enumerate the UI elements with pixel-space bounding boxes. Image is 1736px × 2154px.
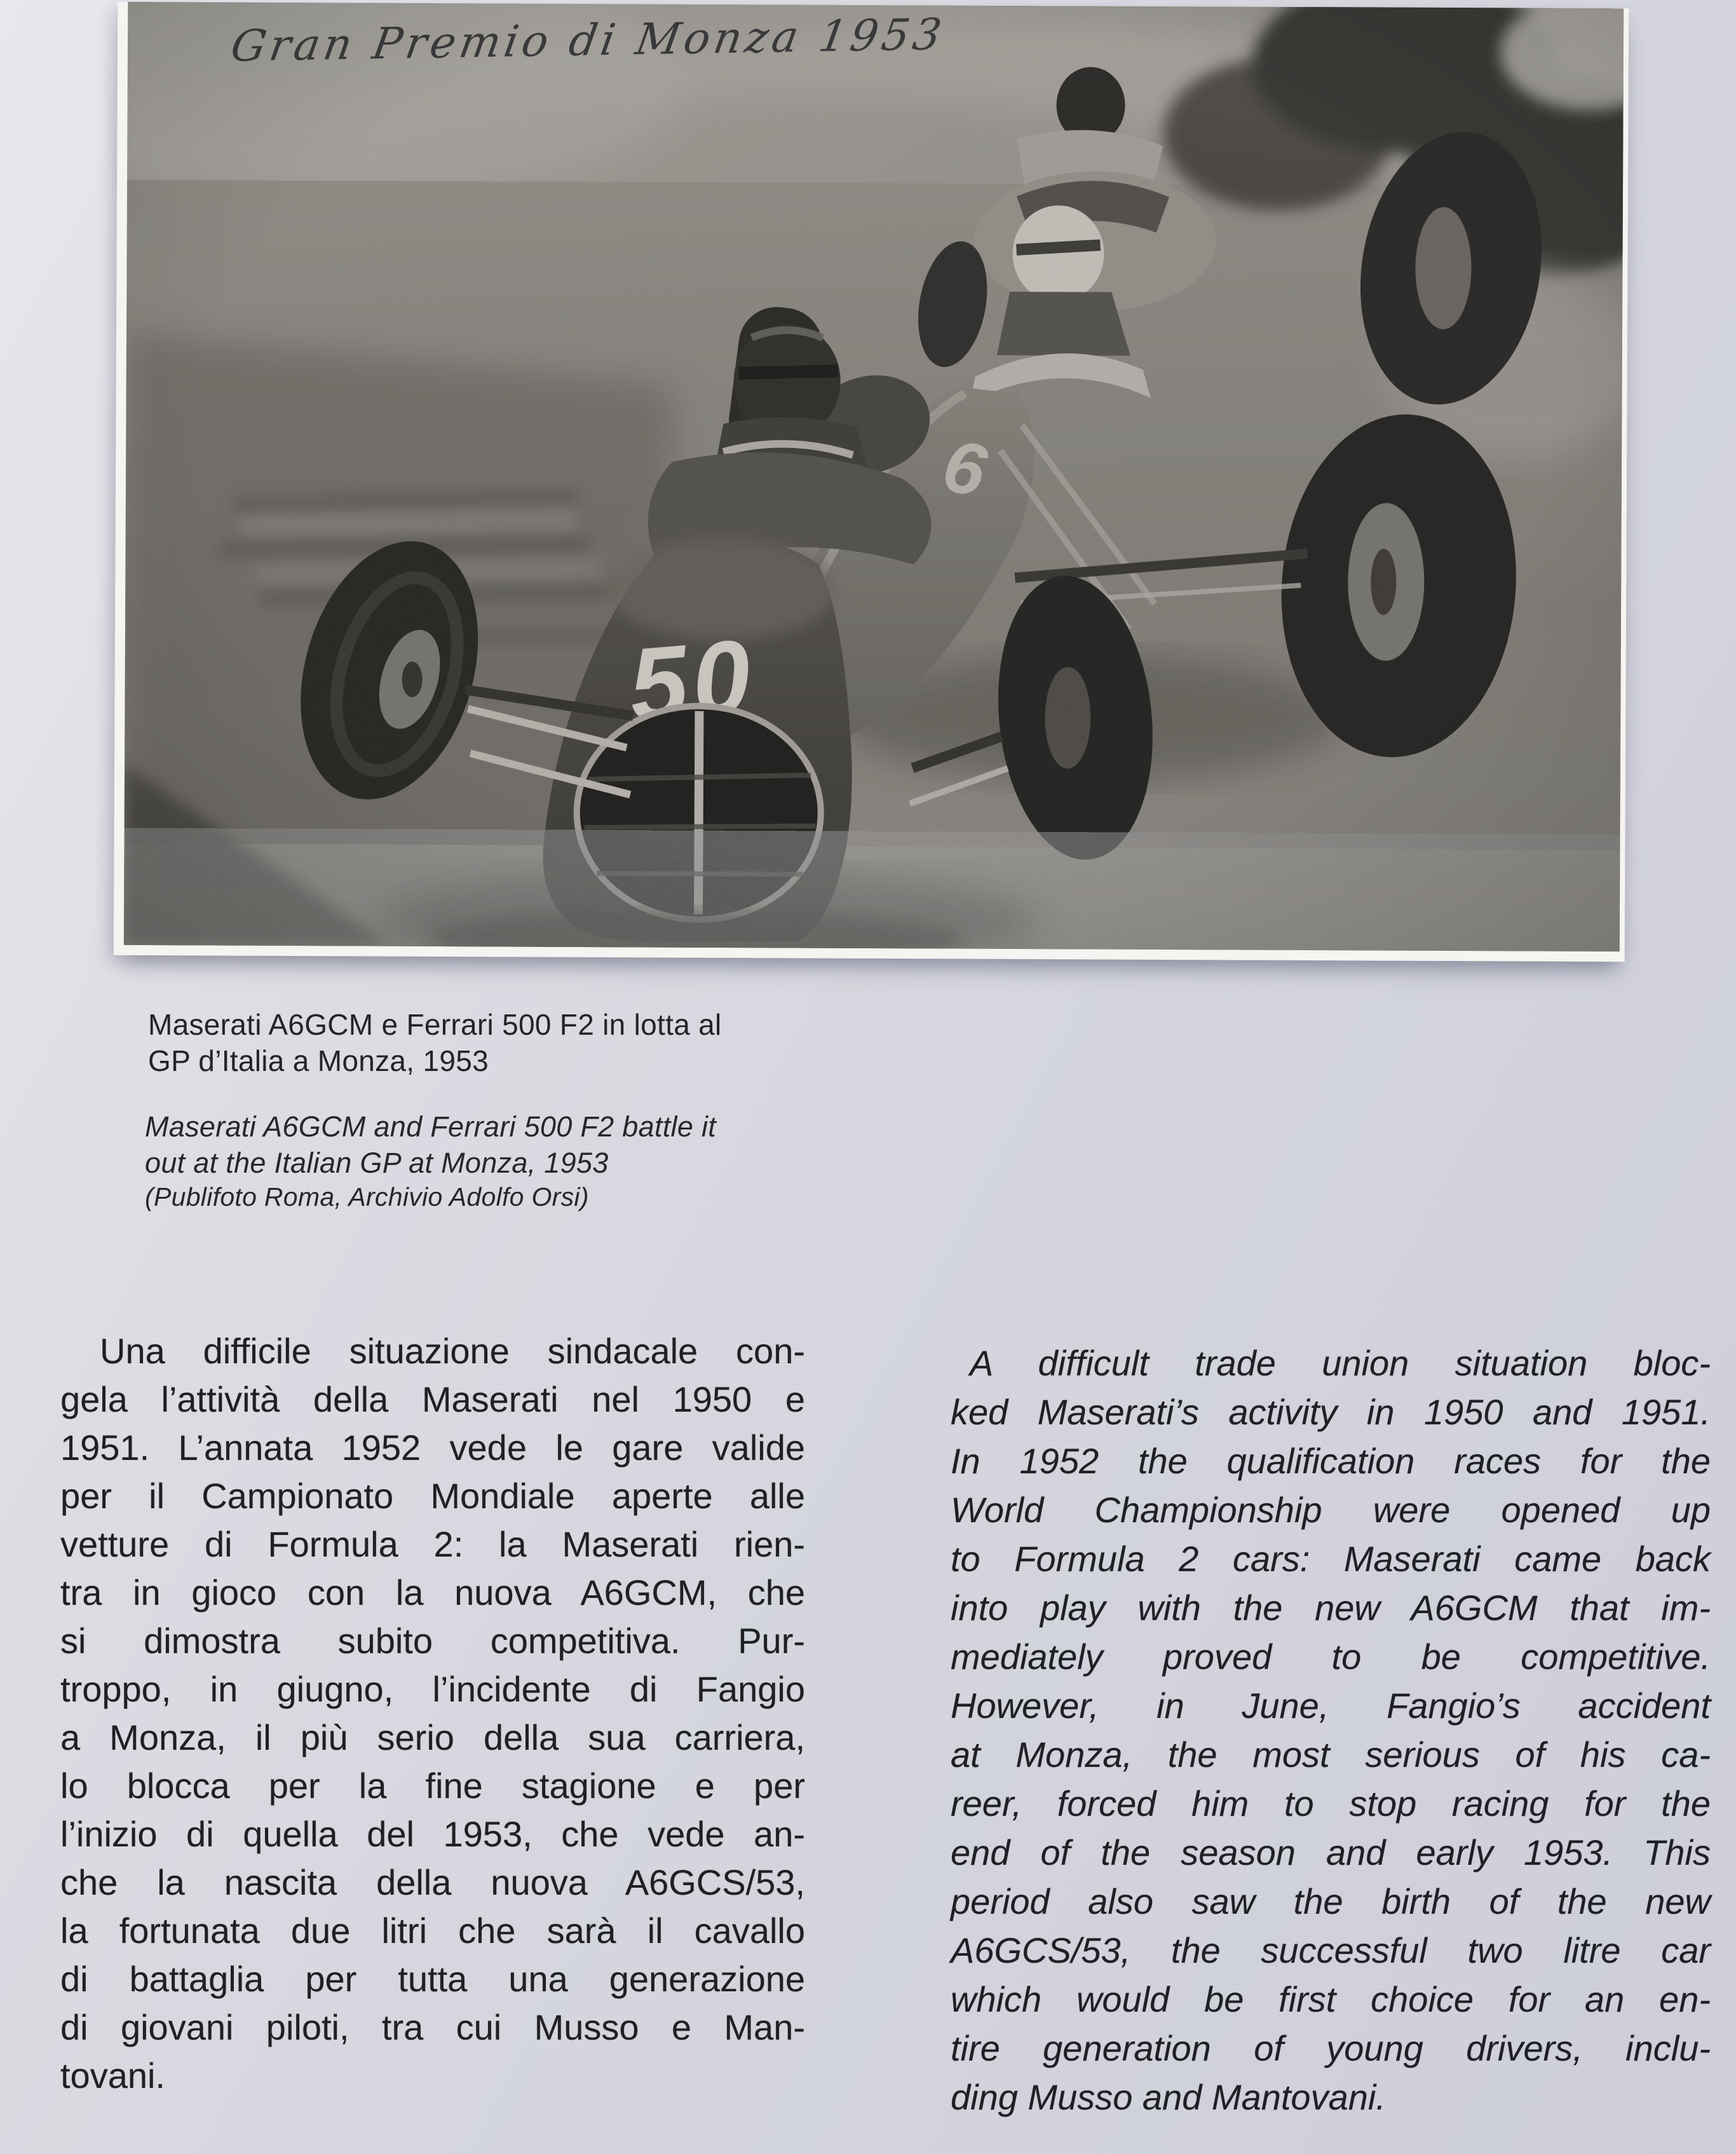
text-line: However, in June, Fangio’s accident xyxy=(951,1686,1711,1726)
text-line: Maserati A6GCM e Ferrari 500 F2 in lotta al xyxy=(148,1008,722,1041)
text-line: A difficult trade union situation bloc- xyxy=(970,1343,1711,1383)
text-line: 1951. L’annata 1952 vede le gare valide xyxy=(60,1428,805,1468)
text-line: che la nascita della nuova A6GCS/53, xyxy=(60,1862,805,1902)
column-english xyxy=(951,1339,1711,2122)
text-line: l’inizio di quella del 1953, che vede an- xyxy=(60,1814,805,1854)
text-line: di battaglia per tutta una generazione xyxy=(60,1959,805,1999)
caption-credit: (Publifoto Roma, Archivio Adolfo Orsi) xyxy=(145,1182,589,1211)
text-line: tra in gioco con la nuova A6GCM, che xyxy=(60,1572,805,1612)
text-line: period also saw the birth of the new xyxy=(951,1881,1711,1921)
text-line: a Monza, il più serio della sua carriera, xyxy=(60,1717,805,1757)
text-line: into play with the new A6GCM that im- xyxy=(951,1588,1711,1628)
text-line: si dimostra subito competitiva. Pur- xyxy=(60,1621,805,1661)
text-line: A6GCS/53, the successful two litre car xyxy=(951,1930,1711,1970)
caption-italian xyxy=(148,1007,898,1079)
text-line: end of the season and early 1953. This xyxy=(951,1832,1711,1872)
photo-print xyxy=(114,2,1629,962)
text-line: mediately proved to be competitive. xyxy=(951,1637,1711,1677)
race-photo xyxy=(124,2,1624,951)
text-line: lo blocca per la fine stagione e per xyxy=(60,1766,805,1806)
text-line: which would be first choice for an en- xyxy=(951,1979,1711,2019)
vignette xyxy=(124,2,1624,951)
text-line: reer, forced him to stop racing for the xyxy=(951,1783,1711,1823)
text-line: to Formula 2 cars: Maserati came back xyxy=(951,1539,1711,1579)
column-italian xyxy=(60,1327,805,2100)
text-line: Maserati A6GCM and Ferrari 500 F2 battle it xyxy=(145,1110,717,1143)
text-line: World Championship were opened up xyxy=(951,1490,1711,1530)
text-line: gela l’attività della Maserati nel 1950 e xyxy=(60,1379,805,1419)
text-line: tovani. xyxy=(60,2055,165,2096)
text-line: In 1952 the qualification races for the xyxy=(951,1441,1711,1481)
text-line: ding Musso and Mantovani. xyxy=(951,2077,1386,2117)
text-line: vetture di Formula 2: la Maserati rien- xyxy=(60,1524,805,1564)
caption-english xyxy=(145,1108,895,1181)
text-line: la fortunata due litri che sarà il cavallo xyxy=(60,1911,805,1951)
text-line: troppo, in giugno, l’incidente di Fangio xyxy=(60,1669,805,1709)
text-line: ked Maserati’s activity in 1950 and 1951. xyxy=(951,1392,1711,1432)
text-line: at Monza, the most serious of his ca- xyxy=(951,1735,1711,1775)
text-line: tire generation of young drivers, inclu- xyxy=(951,2028,1711,2068)
text-line: out at the Italian GP at Monza, 1953 xyxy=(145,1147,609,1179)
text-line: per il Campionato Mondiale aperte alle xyxy=(60,1476,805,1516)
text-line: GP d’Italia a Monza, 1953 xyxy=(148,1044,489,1077)
text-line: di giovani piloti, tra cui Musso e Man- xyxy=(60,2007,805,2047)
text-line: Una difficile situazione sindacale con- xyxy=(100,1331,805,1371)
